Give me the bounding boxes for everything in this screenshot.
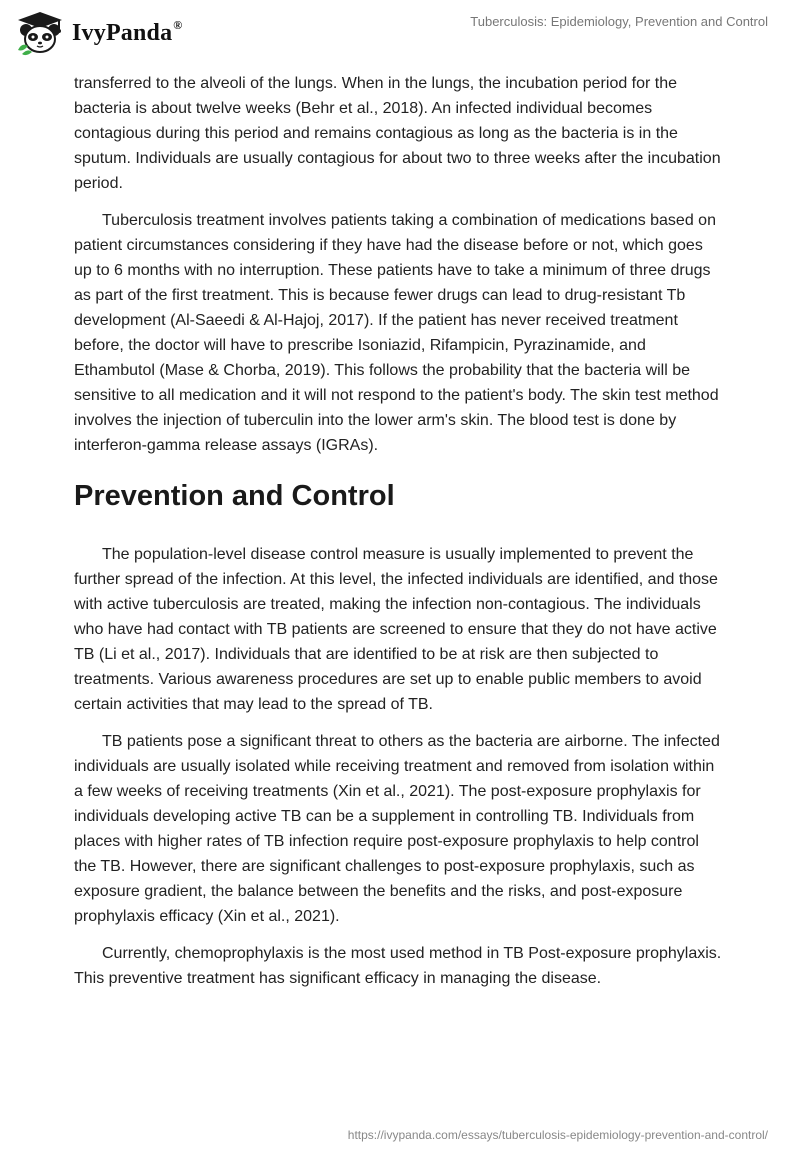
registered-mark: ®	[173, 17, 183, 32]
essay-content	[74, 71, 724, 1003]
paragraph-chemoprophylaxis: Currently, chemoprophylaxis is the most used method in TB Post-exposure prophylaxis. This preventive treatment has significant efficacy in managing the disease.	[74, 945, 722, 987]
panda-graduate-icon	[14, 10, 66, 56]
ivypanda-logo[interactable]	[14, 8, 182, 58]
page-header	[0, 0, 800, 70]
source-url[interactable]: https://ivypanda.com/essays/tuberculosis-epidemiology-prevention-and-control/	[347, 1128, 768, 1142]
brand-name: IvyPanda®	[72, 17, 183, 46]
paragraph-isolation-prophylaxis: TB patients pose a significant threat to others as the bacteria are airborne. The infected individuals are usually isolated while receiving treatment and removed from isolation within a few weeks of receiving treatments (Xin et al., 2021). The post-exposure prophylaxis for individuals developing active TB can be a supplement in controlling TB. Individuals from places with higher rates of TB infection require post-exposure prophylaxis to help control the TB. However, there are significant challenges to post-exposure prophylaxis, such as exposure gradient, the balance between the benefits and the risks, and post-exposure prophylaxis efficacy (Xin et al., 2021).	[74, 733, 720, 925]
document-title: Tuberculosis: Epidemiology, Prevention and Control	[470, 14, 768, 29]
section-heading-prevention: Prevention and Control	[74, 480, 395, 512]
paragraph-treatment: Tuberculosis treatment involves patients taking a combination of medications based on patient circumstances considering if they have had the disease before or not, which goes up to 6 months with no interruption. These patients have to take a minimum of three drugs as part of the first treatment. This is because fewer drugs can lead to drug-resistant Tb development (Al-Saeedi & Al-Hajoj, 2017). If the patient has never received treatment before, the doctor will have to prescribe Isoniazid, Rifampicin, Pyrazinamide, and Ethambutol (Mase & Chorba, 2019). This follows the probability that the bacteria will be sensitive to all medication and it will not respond to the patient's body. The skin test method involves the injection of tuberculin into the lower arm's skin. The blood test is done by interferon-gamma release assays (IGRAs).	[74, 212, 719, 454]
paragraph-population-control: The population-level disease control measure is usually implemented to prevent the further spread of the infection. At this level, the infected individuals are identified, and those with active tuberculosis are treated, making the infection non-contagious. The individuals who have had contact with TB patients are screened to ensure that they do not have active TB (Li et al., 2017). Individuals that are identified to be at risk are then subjected to treatments. Various awareness procedures are set up to enable public members to avoid certain activities that may lead to the spread of TB.	[74, 546, 718, 713]
paragraph-continuation: transferred to the alveoli of the lungs. When in the lungs, the incubation period for the bacteria is about twelve weeks (Behr et al., 2018). An infected individual becomes contagious during this period and remains contagious as long as the bacteria is in the sputum. Individuals are usually contagious for about two to three weeks after the incubation period.	[74, 75, 721, 192]
